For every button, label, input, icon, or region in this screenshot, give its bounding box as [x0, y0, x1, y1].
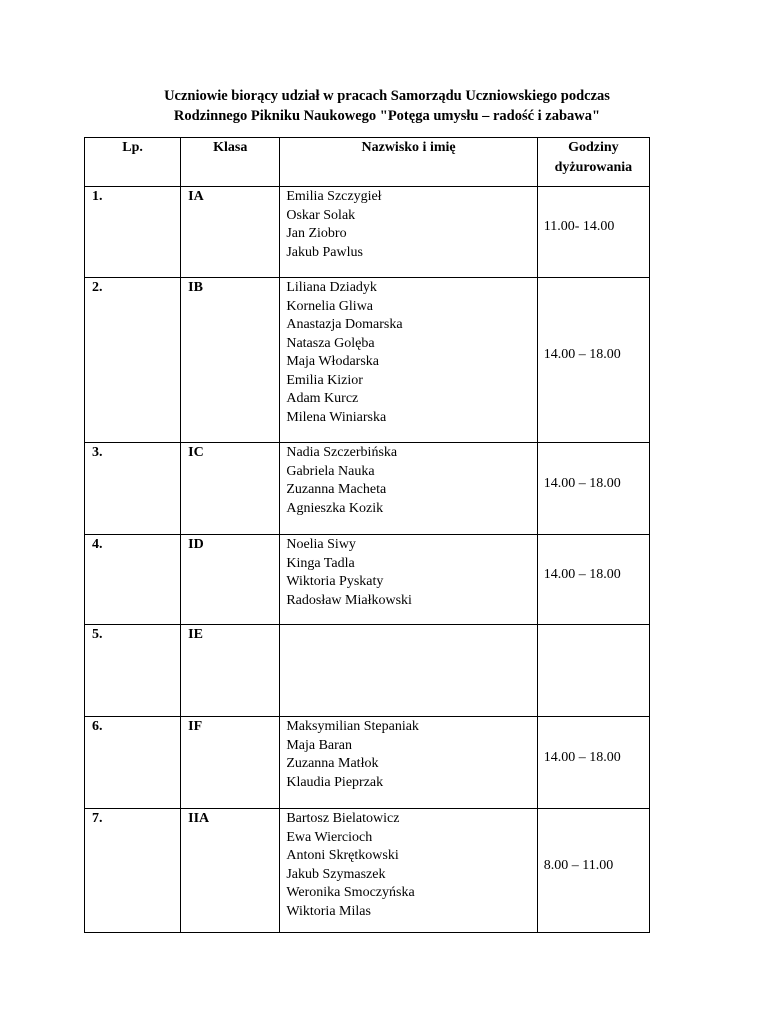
- cell-lp: 2.: [85, 278, 181, 443]
- hours-text: 14.00 – 18.00: [543, 347, 621, 362]
- cell-hours: [537, 717, 649, 809]
- header-lp: [85, 138, 181, 187]
- cell-names: [280, 535, 537, 625]
- hours-text: 11.00- 14.00: [543, 219, 615, 234]
- student-name: Zuzanna Macheta: [286, 482, 387, 497]
- student-name: Oskar Solak: [286, 207, 356, 223]
- table-row: [85, 535, 650, 625]
- header-klasa: [181, 138, 280, 187]
- cell-hours: [537, 278, 649, 443]
- hours-text: 14.00 – 18.00: [543, 475, 621, 491]
- cell-klasa: IC: [181, 443, 280, 535]
- student-name: Ewa Wiercioch: [286, 829, 373, 845]
- header-name: [280, 138, 537, 187]
- cell-names: [280, 717, 537, 809]
- student-name: Emilia Szczygieł: [286, 189, 382, 204]
- title-line-1: Uczniowie biorący udział w pracach Samorządu Uczniowskiego podczas: [164, 88, 610, 104]
- table-header-row: [85, 138, 650, 187]
- student-name: Natasza Golęba: [286, 335, 375, 351]
- roster-table: [84, 137, 650, 933]
- hours-text: 14.00 – 18.00: [543, 566, 621, 582]
- cell-hours: [537, 187, 649, 278]
- student-name: Maksymilian Stepaniak: [286, 719, 419, 734]
- cell-names: [280, 278, 537, 443]
- student-name: Maja Baran: [286, 737, 353, 753]
- student-name: Weronika Smoczyńska: [286, 885, 415, 900]
- cell-lp: 4.: [85, 535, 181, 625]
- student-name: Jakub Szymaszek: [286, 866, 386, 882]
- student-name: Jakub Pawlus: [286, 244, 363, 260]
- cell-klasa: IA: [181, 187, 280, 278]
- cell-lp: 7.: [85, 809, 181, 933]
- header-hours: [537, 138, 649, 187]
- student-name: Kornelia Gliwa: [286, 298, 374, 314]
- student-name: Jan Ziobro: [286, 226, 347, 241]
- cell-hours: [537, 535, 649, 625]
- student-name: Klaudia Pieprzak: [286, 774, 384, 790]
- hours-text: 14.00 – 18.00: [543, 749, 621, 765]
- table-row: [85, 625, 650, 717]
- student-name: Wiktoria Pyskaty: [286, 574, 384, 589]
- cell-lp: 3.: [85, 443, 181, 535]
- table-row: [85, 443, 650, 535]
- student-name: Nadia Szczerbińska: [286, 445, 398, 460]
- header-name-text: Nazwisko i imię: [361, 140, 456, 155]
- cell-names: [280, 809, 537, 933]
- cell-names: [280, 443, 537, 535]
- student-name: Milena Winiarska: [286, 409, 387, 425]
- student-name: Noelia Siwy: [286, 537, 356, 552]
- student-name: Adam Kurcz: [286, 391, 359, 406]
- student-name: Gabriela Nauka: [286, 463, 375, 479]
- cell-hours: [537, 443, 649, 535]
- cell-lp: 6.: [85, 717, 181, 809]
- table-row: [85, 809, 650, 933]
- student-name: Wiktoria Milas: [286, 903, 371, 919]
- student-name: Bartosz Bielatowicz: [286, 811, 400, 826]
- header-klasa-text: Klasa: [213, 140, 248, 155]
- cell-klasa: IE: [181, 625, 280, 717]
- cell-lp: 1.: [85, 187, 181, 278]
- student-name: Antoni Skrętkowski: [286, 848, 399, 863]
- student-name: Anastazja Domarska: [286, 317, 403, 332]
- student-name: Kinga Tadla: [286, 555, 355, 571]
- header-hours-line-1: Godziny: [568, 140, 619, 155]
- cell-names: [280, 625, 537, 717]
- cell-klasa: IIA: [181, 809, 280, 933]
- table-row: [85, 187, 650, 278]
- student-name: Liliana Dziadyk: [286, 280, 377, 295]
- student-name: Zuzanna Matłok: [286, 756, 379, 771]
- cell-hours: [537, 625, 649, 717]
- cell-lp: 5.: [85, 625, 181, 717]
- student-name: Agnieszka Kozik: [286, 500, 384, 516]
- student-name: Emilia Kizior: [286, 372, 363, 388]
- cell-klasa: IF: [181, 717, 280, 809]
- cell-klasa: IB: [181, 278, 280, 443]
- table-row: [85, 717, 650, 809]
- header-hours-text: [538, 138, 649, 178]
- cell-names: [280, 187, 537, 278]
- roster-body: [85, 187, 650, 933]
- title-line-2: Rodzinnego Pikniku Naukowego "Potęga umysłu – radość i zabawa": [173, 108, 601, 124]
- header-hours-line-2: dyżurowania: [554, 160, 633, 175]
- header-lp-text: Lp.: [122, 140, 143, 155]
- hours-text: 8.00 – 11.00: [543, 857, 614, 873]
- cell-klasa: ID: [181, 535, 280, 625]
- student-name: Radosław Miałkowski: [286, 592, 412, 608]
- cell-hours: [537, 809, 649, 933]
- table-row: [85, 278, 650, 443]
- student-name: Maja Włodarska: [286, 354, 379, 369]
- document-title: [84, 86, 690, 126]
